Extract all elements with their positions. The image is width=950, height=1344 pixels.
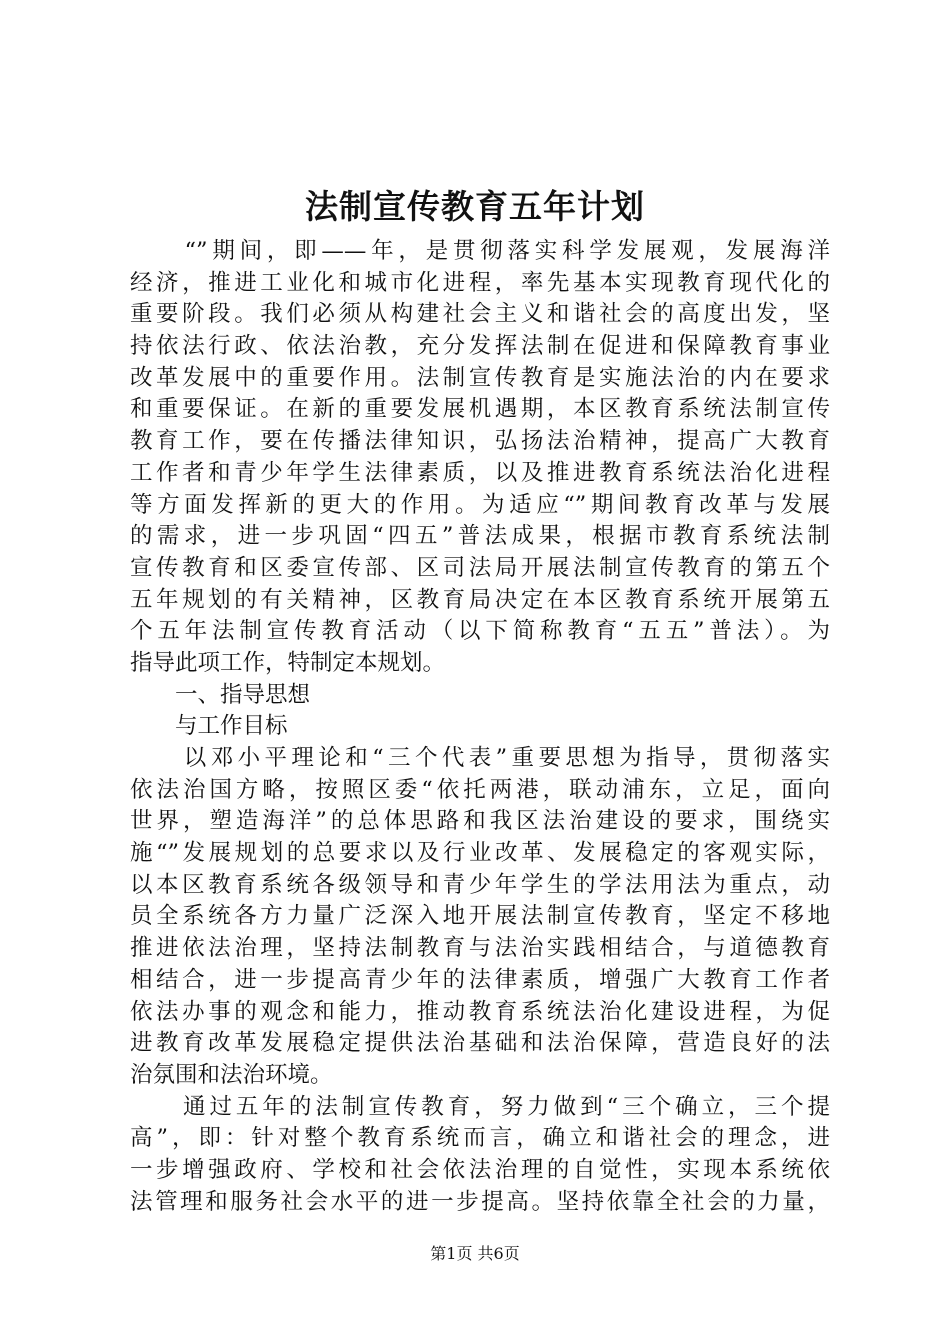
body-line: 宣传教育和区委宣传部、区司法局开展法制宣传教育的第五个 (130, 554, 830, 581)
body-line: 进教育改革发展稳定提供法治基础和法治保障，营造良好的法 (130, 1030, 830, 1057)
section-heading: 与工作目标 (130, 713, 288, 740)
body-line: 工作者和青少年学生法律素质，以及推进教育系统法治化进程 (130, 459, 830, 486)
body-line: 法管理和服务社会水平的进一步提高。坚持依靠全社会的力量， (130, 1188, 830, 1215)
body-line: 高”，即：针对整个教育系统而言，确立和谐社会的理念，进 (130, 1125, 830, 1152)
document-body (130, 236, 830, 1218)
body-line: 世界，塑造海洋”的总体思路和我区法治建设的要求，围绕实 (130, 808, 830, 835)
body-line: 依法办事的观念和能力，推动教育系统法治化建设进程，为促 (130, 998, 830, 1025)
body-line: 个五年法制宣传教育活动（以下简称教育“五五”普法）。为 (130, 618, 830, 645)
body-line: 重要阶段。我们必须从构建社会主义和谐社会的高度出发，坚 (130, 301, 830, 328)
body-line: “”期间，即——年，是贯彻落实科学发展观，发展海洋 (130, 238, 830, 264)
body-line: 治氛围和法治环境。 (130, 1061, 333, 1088)
body-line: 相结合，进一步提高青少年的法律素质，增强广大教育工作者 (130, 966, 830, 993)
body-line: 等方面发挥新的更大的作用。为适应“”期间教育改革与发展 (130, 491, 830, 518)
body-line: 以邓小平理论和“三个代表”重要思想为指导，贯彻落实 (130, 745, 830, 771)
body-line: 改革发展中的重要作用。法制宣传教育是实施法治的内在要求 (130, 364, 830, 391)
body-line: 通过五年的法制宣传教育，努力做到“三个确立，三个提 (130, 1093, 830, 1120)
page-number-footer: 第1页 共6页 (430, 1244, 520, 1263)
body-line: 五年规划的有关精神，区教育局决定在本区教育系统开展第五 (130, 586, 830, 613)
body-line: 教育工作，要在传播法律知识，弘扬法治精神，提高广大教育 (130, 428, 830, 455)
body-line: 依法治国方略，按照区委“依托两港，联动浦东，立足，面向 (130, 776, 830, 803)
body-line: 和重要保证。在新的重要发展机遇期，本区教育系统法制宣传 (130, 396, 830, 423)
body-line: 指导此项工作，特制定本规划。 (130, 649, 446, 676)
section-heading: 一、指导思想 (130, 681, 311, 708)
document-title: 法制宣传教育五年计划 (305, 187, 645, 226)
body-line: 的需求，进一步巩固“四五”普法成果，根据市教育系统法制 (130, 523, 830, 550)
body-line: 以本区教育系统各级领导和青少年学生的学法用法为重点，动 (130, 871, 830, 898)
body-line: 持依法行政、依法治教，充分发挥法制在促进和保障教育事业 (130, 333, 830, 360)
body-line: 施“”发展规划的总要求以及行业改革、发展稳定的客观实际， (130, 840, 830, 867)
body-line: 推进依法治理，坚持法制教育与法治实践相结合，与道德教育 (130, 935, 830, 962)
body-line: 一步增强政府、学校和社会依法治理的自觉性，实现本系统依 (130, 1156, 830, 1183)
body-line: 员全系统各方力量广泛深入地开展法制宣传教育，坚定不移地 (130, 903, 830, 930)
body-line: 经济，推进工业化和城市化进程，率先基本实现教育现代化的 (130, 269, 830, 296)
